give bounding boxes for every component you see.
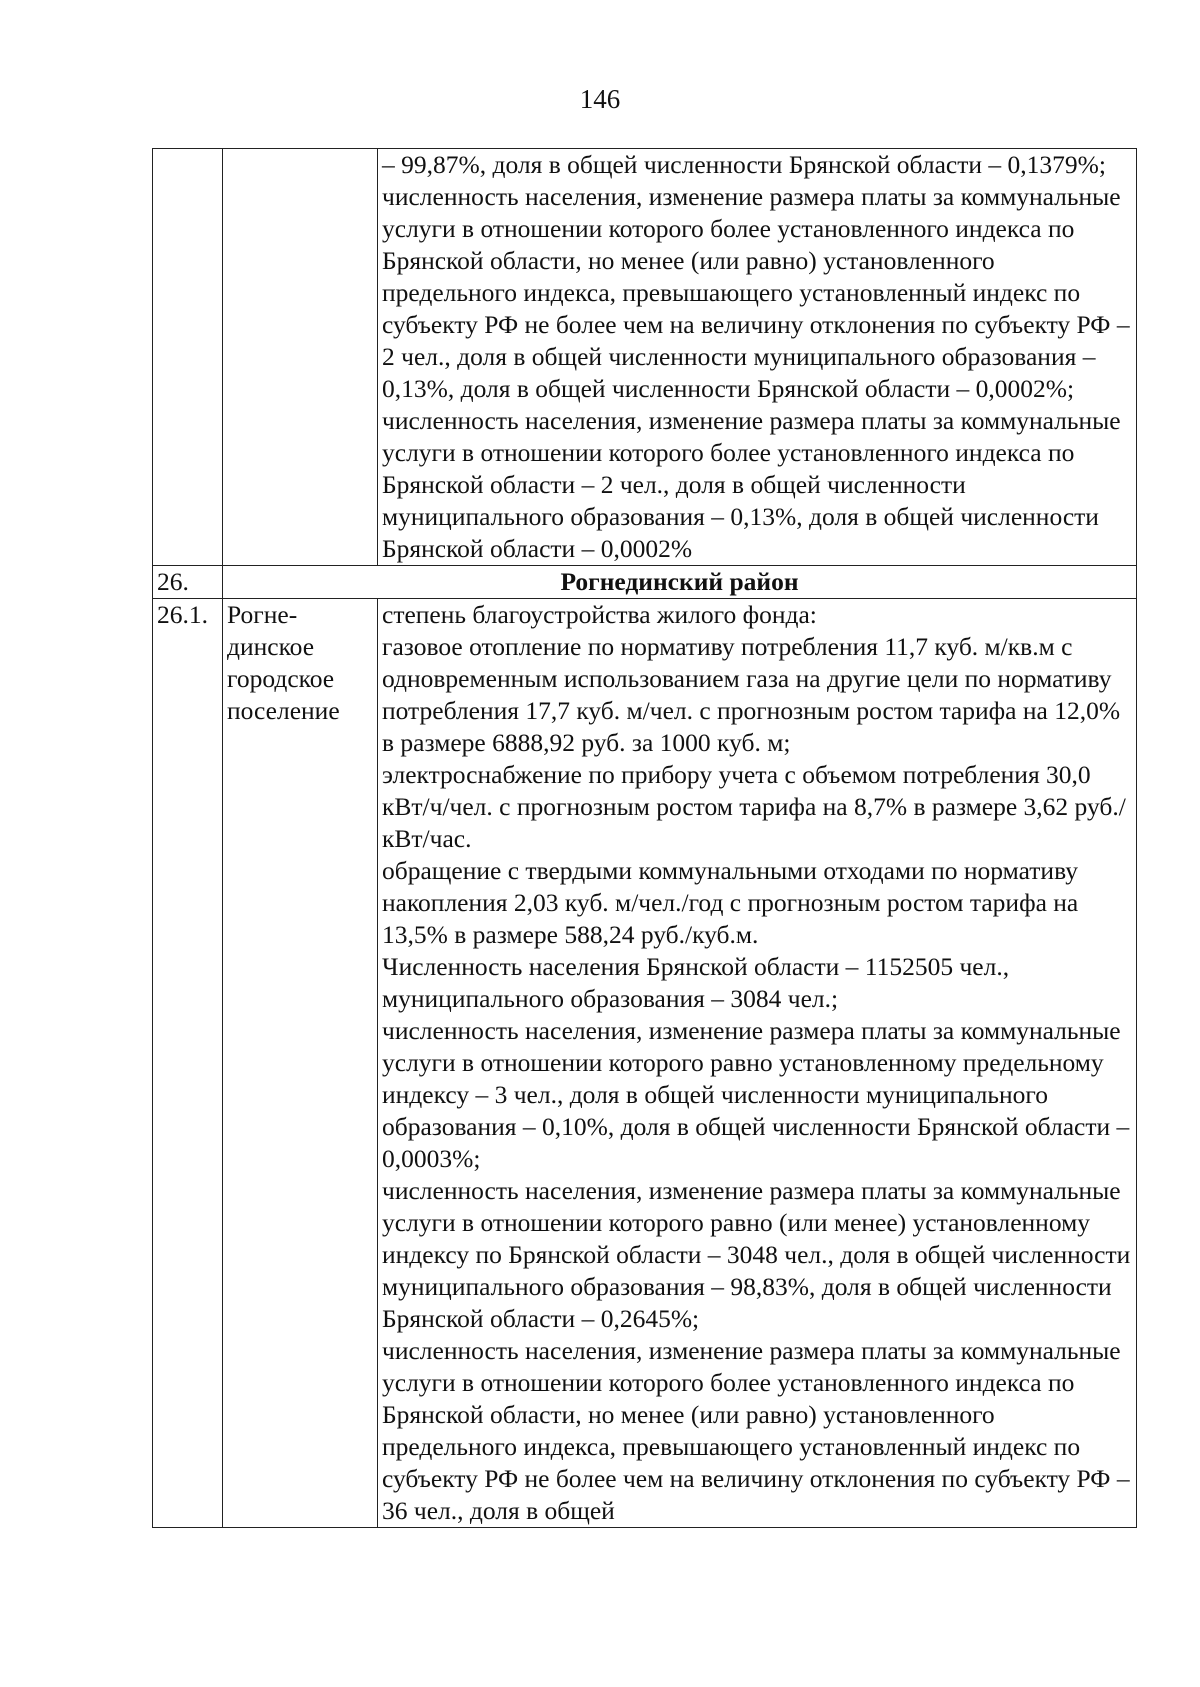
row-number-cell	[153, 149, 223, 566]
municipality-name-line: динское	[227, 632, 315, 661]
description-paragraph: газовое отопление по нормативу потребления 11,7 куб. м/кв.м с одновременным использованием газа на другие цели по нормативу потребления 17,7 куб. м/чел. с прогнозным ростом тарифа на 12,0% в размере 6888,92 руб. за 1000 куб. м;	[382, 632, 1121, 757]
description-paragraph: электроснабжение по прибору учета с объемом потребления 30,0 кВт/ч/чел. с прогнозным ростом тарифа на 8,7% в размере 3,62 руб./кВт/час.	[382, 760, 1126, 853]
description-paragraph: численность населения, изменение размера платы за коммунальные услуги в отношении которого равно (или менее) установленному индексу по Брянской области – 3048 чел., доля в общей численности муниципального образования – 98,83%, доля в общей численности Брянской области – 0,2645%;	[382, 1176, 1131, 1333]
description-paragraph: численность населения, изменение размера платы за коммунальные услуги в отношении которого равно установленному предельному индексу – 3 чел., доля в общей численности муниципального образования – 0,10%, доля в общей численности Брянской области – 0,0003%;	[382, 1016, 1130, 1173]
municipality-name-line: поселение	[227, 696, 340, 725]
data-table	[152, 148, 1137, 1528]
description-paragraph: численность населения, изменение размера платы за коммунальные услуги в отношении которого более установленного индекса по Брянской области, но менее (или равно) установленного предельного индекса, превышающего установленный индекс по субъекту РФ не более чем на величину отклонения по субъекту РФ – 36 чел., доля в общей	[382, 1336, 1130, 1525]
description-cell	[378, 599, 1137, 1528]
description-paragraph: – 99,87%, доля в общей численности Брянской области – 0,1379%;	[382, 150, 1106, 179]
municipality-name-cell	[223, 599, 378, 1528]
description-paragraph: Численность населения Брянской области – 1152505 чел., муниципального образования – 3084 чел.;	[382, 952, 1010, 1013]
municipality-name-line: городское	[227, 664, 335, 693]
table-row-continuation	[153, 149, 1137, 566]
description-paragraph: численность населения, изменение размера платы за коммунальные услуги в отношении которого более установленного индекса по Брянской области – 2 чел., доля в общей численности муниципального образования – 0,13%, доля в общей численности Брянской области – 0,0002%	[382, 406, 1121, 563]
table-row-entry	[153, 599, 1137, 1528]
page-number: 146	[579, 84, 621, 114]
description-paragraph: численность населения, изменение размера платы за коммунальные услуги в отношении которого более установленного индекса по Брянской области, но менее (или равно) установленного предельного индекса, превышающего установленный индекс по субъекту РФ не более чем на величину отклонения по субъекту РФ – 2 чел., доля в общей численности муниципального образования – 0,13%, доля в общей численности Брянской области – 0,0002%;	[382, 182, 1130, 403]
description-paragraph: обращение с твердыми коммунальными отходами по нормативу накопления 2,03 куб. м/чел./год с прогнозным ростом тарифа на 13,5% в размере 588,24 руб./куб.м.	[382, 856, 1079, 949]
row-number-cell: 26.1.	[153, 599, 223, 1528]
table-row-section	[153, 566, 1137, 599]
municipality-name-cell	[223, 149, 378, 566]
section-number-cell: 26.	[153, 566, 223, 599]
section-title: Рогнединский район	[223, 566, 1137, 599]
description-cell	[378, 149, 1137, 566]
description-paragraph: степень благоустройства жилого фонда:	[382, 600, 817, 629]
municipality-name-line: Рогне-	[227, 600, 298, 629]
